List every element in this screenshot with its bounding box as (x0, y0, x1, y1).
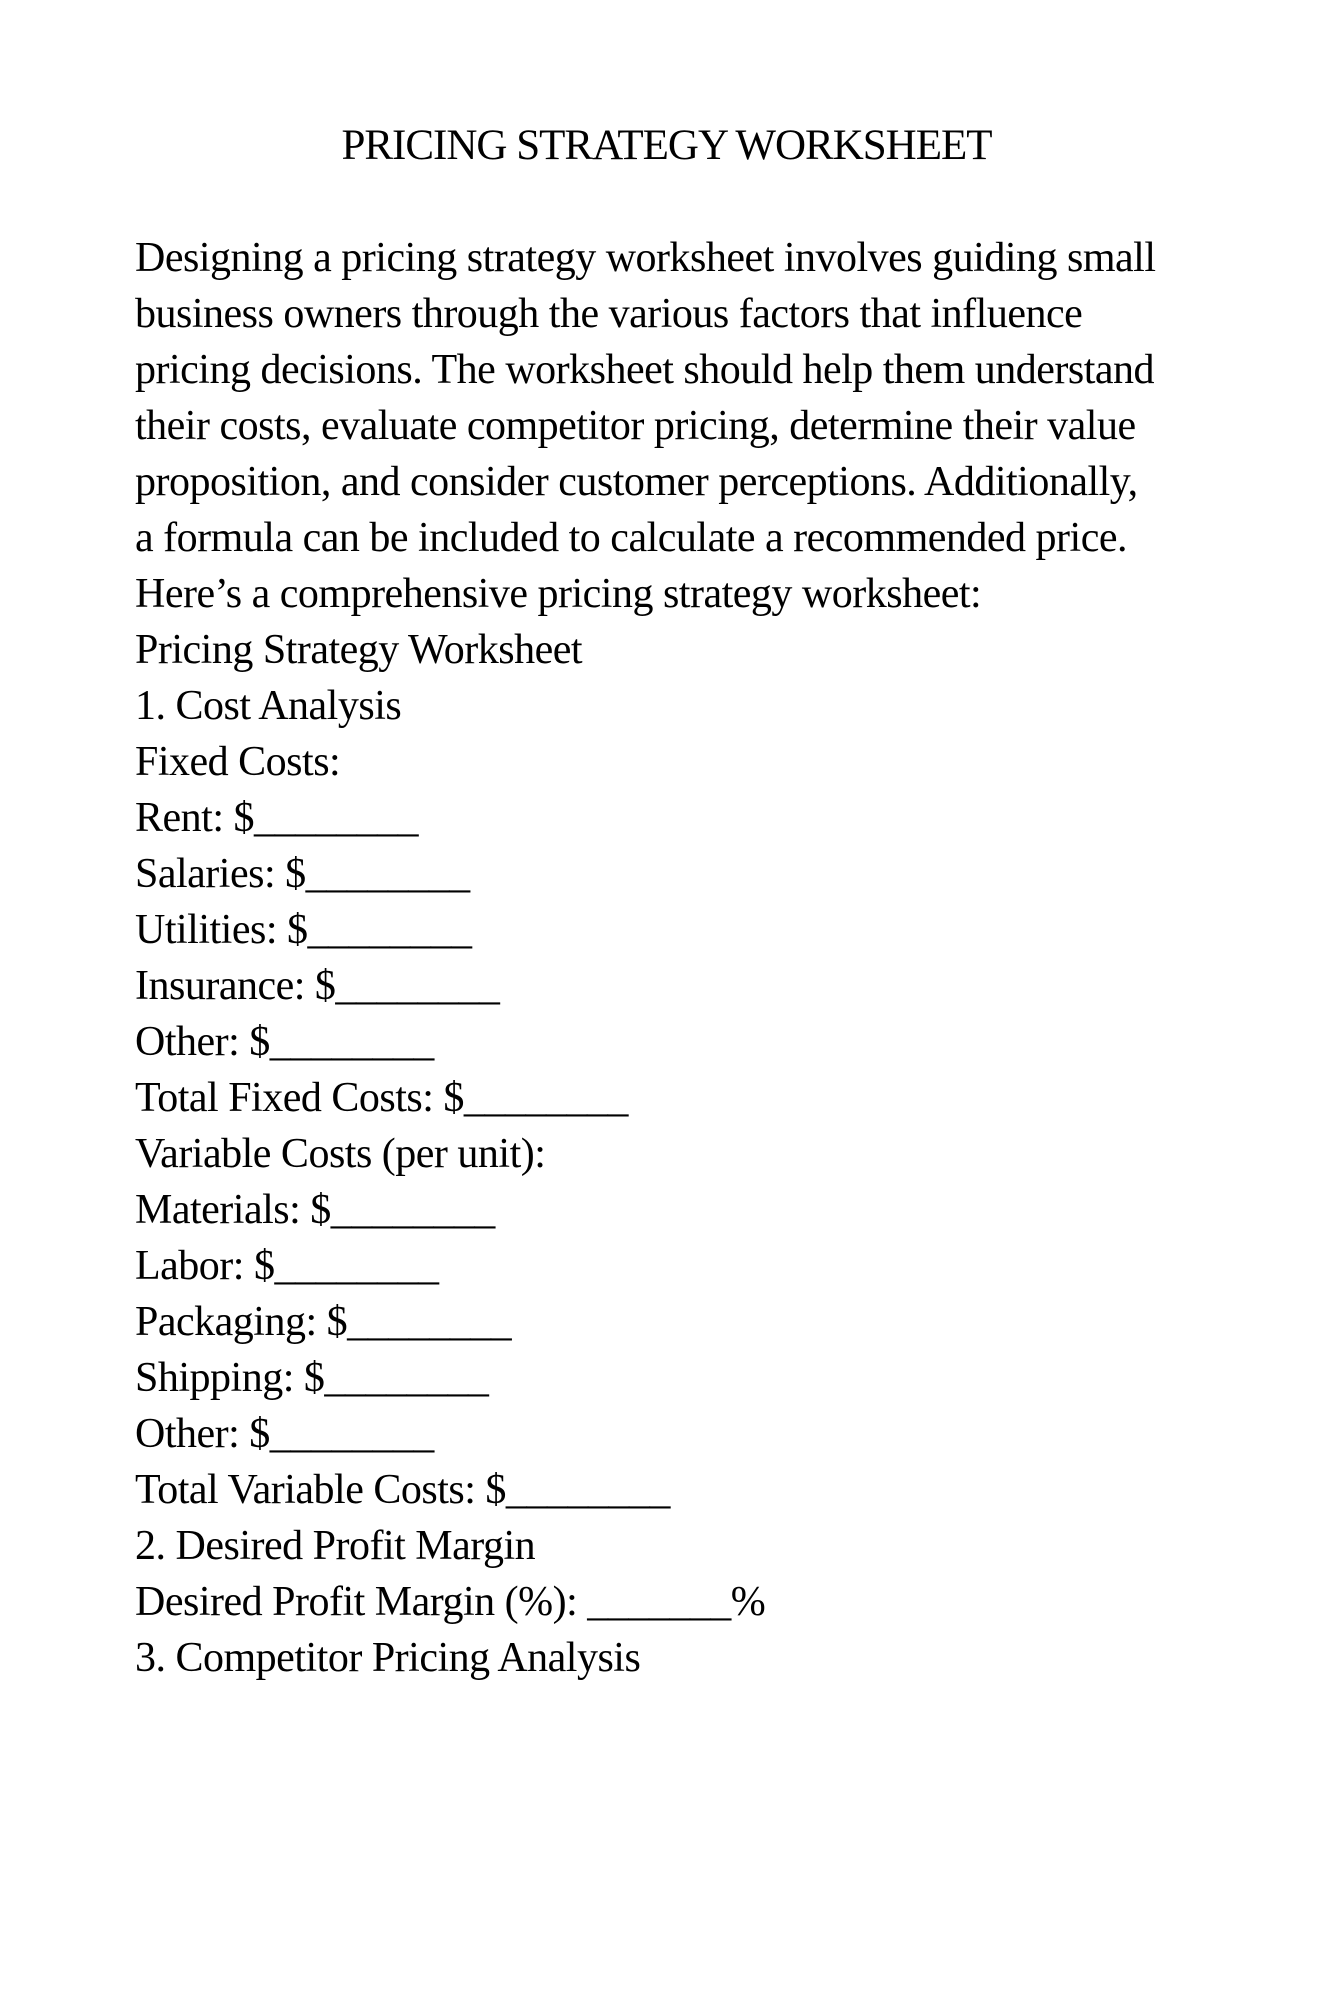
document-line: Variable Costs (per unit): (135, 1131, 546, 1177)
document-line: business owners through the various factors that influence (135, 291, 1083, 337)
document-line: Total Fixed Costs: $________ (135, 1075, 628, 1121)
document-body (135, 230, 1293, 1686)
document-line: Materials: $________ (135, 1187, 495, 1233)
document-line: Other: $________ (135, 1411, 434, 1457)
document-line: Desired Profit Margin (%): _______% (135, 1579, 766, 1625)
document-line: 3. Competitor Pricing Analysis (135, 1635, 641, 1681)
document-line: Other: $________ (135, 1019, 434, 1065)
document-line: Insurance: $________ (135, 963, 500, 1009)
document-line: Pricing Strategy Worksheet (135, 627, 583, 673)
document-line: Here’s a comprehensive pricing strategy worksheet: (135, 571, 982, 617)
document-line: Rent: $________ (135, 795, 418, 841)
document-line: 2. Desired Profit Margin (135, 1523, 536, 1569)
document-line: Salaries: $________ (135, 851, 470, 897)
document-line: their costs, evaluate competitor pricing, determine their value (135, 403, 1136, 449)
document-line: Packaging: $________ (135, 1299, 512, 1345)
document-line: Labor: $________ (135, 1243, 439, 1289)
document-line: Designing a pricing strategy worksheet involves guiding small (135, 235, 1156, 281)
document-line: Utilities: $________ (135, 907, 472, 953)
document-line: Total Variable Costs: $________ (135, 1467, 670, 1513)
document-line: Fixed Costs: (135, 739, 341, 785)
document-line: proposition, and consider customer perceptions. Additionally, (135, 459, 1138, 505)
document-line: pricing decisions. The worksheet should help them understand (135, 347, 1155, 393)
document-line: 1. Cost Analysis (135, 683, 402, 729)
document-line: a formula can be included to calculate a recommended price. (135, 515, 1127, 561)
document-line: Shipping: $________ (135, 1355, 489, 1401)
page-title: PRICING STRATEGY WORKSHEET (341, 122, 992, 169)
